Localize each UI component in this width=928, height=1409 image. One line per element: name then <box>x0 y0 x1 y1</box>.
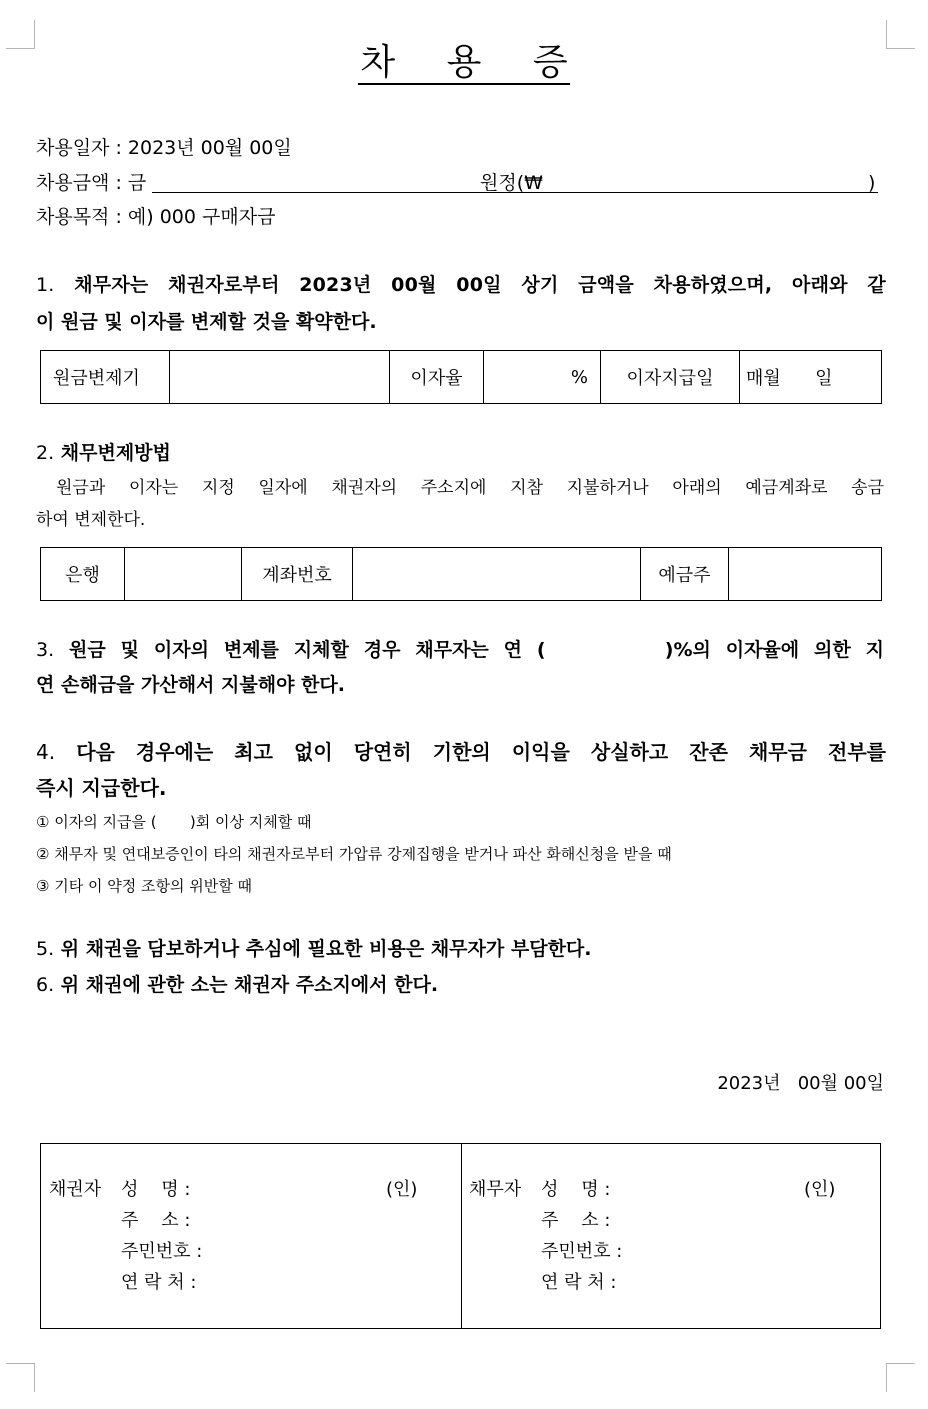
loan-amount-prefix: 금 <box>127 172 147 194</box>
loan-date-label: 차용일자 : <box>36 137 122 159</box>
principal-due-label: 원금변제기 <box>41 351 170 404</box>
section-6-number: 6. <box>36 974 55 996</box>
loan-amount-close: ) <box>868 172 876 194</box>
section-2-text-2: 하여 변제한다. <box>36 510 146 530</box>
interest-payday-field[interactable]: 매월 일 <box>740 351 882 404</box>
section-4-line-1 <box>36 740 886 764</box>
debtor-contact-label: 연 락 처 : <box>541 1272 617 1293</box>
amount-underline <box>152 192 878 193</box>
section-3-text-2: 연 손해금을 가산해서 지불해야 한다. <box>36 674 345 696</box>
section-6 <box>36 973 438 997</box>
creditor-address-label: 주 소 : <box>121 1210 191 1231</box>
account-holder-label: 예금주 <box>641 548 729 601</box>
corner-mark-bottom-left <box>6 1363 35 1392</box>
debtor-id-label: 주민번호 : <box>541 1241 623 1262</box>
loan-amount-label: 차용금액 : <box>36 172 122 194</box>
interest-rate-label: 이자율 <box>390 351 484 404</box>
section-5-number: 5. <box>36 938 55 960</box>
signature-divider <box>461 1144 462 1328</box>
account-number-field[interactable] <box>353 548 641 601</box>
section-4-number: 4. <box>36 740 56 764</box>
section-6-text: 위 채권에 관한 소는 채권자 주소지에서 한다. <box>60 974 439 996</box>
section-2-heading: 채무변제방법 <box>60 442 171 464</box>
section-5-text: 위 채권을 담보하거나 추심에 필요한 비용은 채무자가 부담한다. <box>60 938 592 960</box>
account-number-label: 계좌번호 <box>242 548 353 601</box>
section-3-text-1: 원금 및 이자의 변제를 지체할 경우 채무자는 연 ( )%의 이자율에 의한 지 <box>69 639 884 661</box>
section-2-text-1: 원금과 이자는 지정 일자에 채권자의 주소지에 지참 지불하거나 아래의 예금계좌로 송금 <box>56 478 884 498</box>
section-5 <box>36 937 592 961</box>
principal-due-field[interactable] <box>170 351 390 404</box>
creditor-contact-label: 연 락 처 : <box>121 1272 197 1293</box>
bank-account-table <box>40 547 882 601</box>
loan-date-row <box>36 136 292 160</box>
debtor-address-label: 주 소 : <box>541 1210 611 1231</box>
interest-payday-label: 이자지급일 <box>601 351 740 404</box>
section-4-text-1: 다음 경우에는 최고 없이 당연히 기한의 이익을 상실하고 잔존 채무금 전부를 <box>76 740 886 764</box>
section-4-text-2: 즉시 지급한다. <box>36 776 167 800</box>
loan-amount-won: 원정(₩ <box>480 172 543 194</box>
loan-purpose-value: 예) 000 구매자금 <box>127 206 276 228</box>
bank-field[interactable] <box>125 548 242 601</box>
section-3-line-1 <box>36 638 884 662</box>
loan-date-value: 2023년 00월 00일 <box>127 137 292 159</box>
creditor-role: 채권자 <box>49 1179 102 1200</box>
section-1-line-1 <box>36 273 886 297</box>
loan-purpose-row <box>36 205 275 229</box>
section-4-item-1: ① 이자의 지급을 ( )회 이상 지체할 때 <box>36 813 312 831</box>
debtor-role: 채무자 <box>469 1179 522 1200</box>
debtor-name-label: 성 명 : <box>541 1179 611 1200</box>
loan-amount-row <box>36 171 146 195</box>
section-1-text-2: 이 원금 및 이자를 변제할 것을 확약한다. <box>36 311 377 333</box>
creditor-name-label: 성 명 : <box>121 1179 191 1200</box>
debtor-seal: (인) <box>804 1179 836 1200</box>
table-row <box>41 351 882 404</box>
loan-purpose-label: 차용목적 : <box>36 206 122 228</box>
signature-box <box>40 1143 881 1329</box>
section-4-item-2: ② 채무자 및 연대보증인이 타의 채권자로부터 가압류 강제집행을 받거나 파산 화해신청을 받을 때 <box>36 845 672 863</box>
interest-rate-field[interactable]: % <box>484 351 601 404</box>
section-2-number: 2. <box>36 442 55 464</box>
bank-label: 은행 <box>41 548 125 601</box>
section-3-number: 3. <box>36 639 55 661</box>
repayment-terms-table <box>40 350 882 404</box>
section-1-text-1: 채무자는 채권자로부터 2023년 00월 00일 상기 금액을 차용하였으며, 아래와 같 <box>74 274 886 296</box>
table-row <box>41 548 882 601</box>
document-title <box>0 40 928 86</box>
creditor-id-label: 주민번호 : <box>121 1241 203 1262</box>
section-4-item-3: ③ 기타 이 약정 조항의 위반할 때 <box>36 877 252 895</box>
document-title-text: 차 용 증 <box>360 42 568 83</box>
section-1-number: 1. <box>36 274 55 296</box>
section-2-heading-row <box>36 441 171 465</box>
account-holder-field[interactable] <box>729 548 882 601</box>
corner-mark-bottom-right <box>886 1363 915 1392</box>
creditor-seal: (인) <box>386 1179 418 1200</box>
signing-date: 2023년 00월 00일 <box>717 1073 884 1094</box>
